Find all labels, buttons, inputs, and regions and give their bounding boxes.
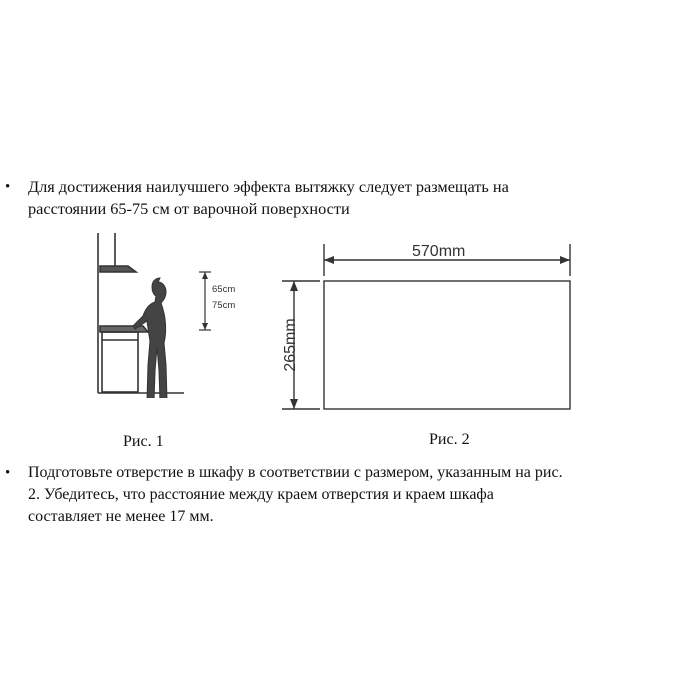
paragraph-2-line-3: составляет не менее 17 мм.: [28, 508, 214, 525]
width-label: 570mm: [412, 243, 466, 260]
paragraph-1-line-2: расстоянии 65-75 см от варочной поверхности: [28, 199, 350, 218]
hood-canopy: [100, 266, 136, 272]
paragraph-cutout: [28, 462, 694, 528]
figure-2-caption: Рис. 2: [429, 431, 470, 448]
cabinet: [102, 332, 138, 392]
paragraph-1-line-1: Для достижения наилучшего эффекта вытяжку следует размещать на: [28, 177, 509, 196]
paragraph-2-line-1: Подготовьте отверстие в шкафу в соответствии с размером, указанным на рис.: [28, 464, 563, 481]
bullet-2: •: [5, 465, 11, 481]
cooktop: [100, 326, 148, 332]
label-65cm: 65cm: [212, 284, 236, 295]
paragraph-distance: [28, 176, 694, 220]
label-75cm: 75cm: [212, 300, 236, 311]
height-label: 265mm: [282, 318, 299, 372]
cutout-rectangle: [324, 281, 570, 409]
bullet-1: •: [5, 179, 11, 195]
paragraph-2-line-2: 2. Убедитесь, что расстояние между краем отверстия и краем шкафа: [28, 486, 494, 503]
figure-1-hood-diagram: [88, 228, 258, 398]
figure-2-cutout-diagram: [272, 236, 582, 418]
figure-1-caption: Рис. 1: [123, 433, 164, 450]
